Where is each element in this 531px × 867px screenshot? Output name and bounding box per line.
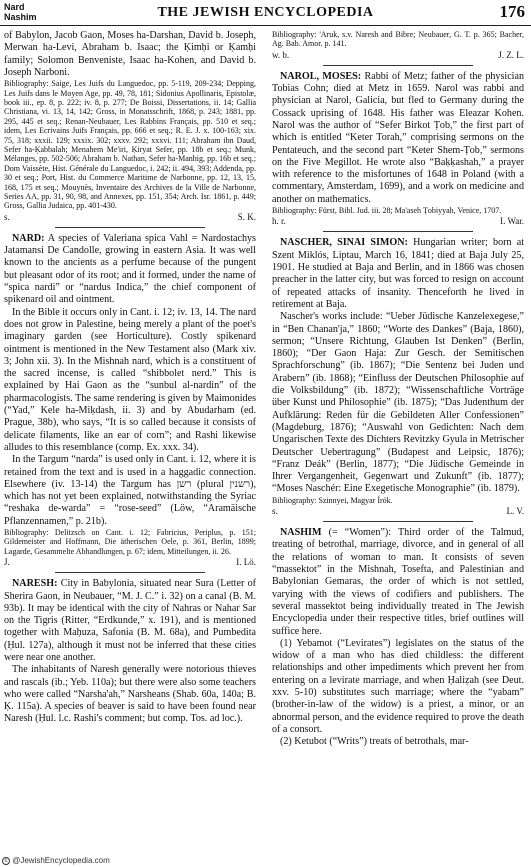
article-nard xyxy=(4,233,256,307)
article-divider xyxy=(323,521,473,522)
page-number: 176 xyxy=(499,2,525,21)
signature-class: h. r. xyxy=(272,216,286,227)
nascher-bio: Hungarian writer; born at Szent Miklós, Liptau, March 16, 1841; died at Baja July 25, 1901. He studied at Baja and Berlin, and in 1866 was chosen preacher in the latter city, but was forced to resign on account of repeated attacks of insanity. Thenceforth he lived in retirement at Baja. xyxy=(272,237,524,310)
narbonne-bibliography: Bibliography: Saige, Les Juifs du Languedoc, pp. 5-119, 209-234; Depping, Les Juifs dans le Moyen Age, pp. 49, 78, 181; Sidonius Apollinaris, Epistolæ, book iii., ep. 8, p. 222; iv. 8, p. 277; De Boissi, Dissertations, ii. 14; Gallia Christiana, vi. 13, 14, 142; Gross, in Monatsschrift, 1868, p. 243; 1881, pp. 295, 445 et seq.; Renan-Neubauer, Les Rabbins Français, pp. 510 et seq.; idem, Les Ecrivains Juifs Français, pp. 666 et seq.; R. E. J. x. 100-163; xix. 75, 318; xxxii. 129; xxxix. 302; xxxv. 292; xxxvi. 111; Abraham ibn Daud, Sefer ha-Ḳabbalah; Menahem Me'iri, Ḳiryat Sefer, pp. 18b et seq.; Munk, Mélanges, pp. 502-506; Abraham b. Nathan, Sefer ha-Manhig, pp. 16b et seq.; Dom Vaissète, Hist. Générale du Languedoc, i. 242; ii. 494, 393; Addenda, pp. 30 et seq.; Port, Hist. du Commerce Maritime de Narbonne, pp. 12, 13, 15, 168, 175 et seq.; Mouynès, Inventaire des Archives de la Ville de Narbonne, Series AA, pp. 31, 90, 98, and Annexes, pp. 151, 354; Arch. Isr. 1861, p. 449; Gross, Gallia Judaica, pp. 401-430. xyxy=(4,79,256,211)
narol-signature xyxy=(272,216,524,227)
nard-targum: In the Targum “narda” is used only in Cant. i. 12, where it is retained from the text and is used in a haggadic connection. Elsewhere (iv. 13-14) the Targum has רשן (plural רשנין), which has not yet been explained, notwithstanding the Syriac “reshaka de-warda” = “rose-seed” (Löw, “Aramäische Pflanzennamen,” p. 21b). xyxy=(4,454,256,527)
signature-author: S. K. xyxy=(237,211,256,222)
right-column xyxy=(272,30,524,852)
article-narol xyxy=(272,71,524,206)
article-divider xyxy=(323,231,473,232)
signature-class: w. b. xyxy=(272,49,290,60)
narbonne-signature xyxy=(4,212,256,223)
nard-signature xyxy=(4,557,256,568)
nascher-bibliography: Bibliography: Szinnyei, Magyar Írók. xyxy=(272,495,393,505)
page-title: THE JEWISH ENCYCLOPEDIA xyxy=(157,5,374,20)
article-divider xyxy=(323,65,473,66)
narol-text: Rabbi of Metz; father of the physician Tobias Cohn; died at Metz in 1659. Narol was rabbi and physician at Narol, Galicia, but fled to Germany during the Cossack uprising of 1648. His father was Eleazar Kohen. Narol was the author of “Sefer Birkot Ṭob,” the first part of which is entitled “Keter Torah,” comprising sermons on the Pentateuch, and the second part “Keter Shem-Ṭob,” sermons on the Five Megillot. He wrote also “Baḳḳashah,” a prayer with reference to the misfortunes of 1648 in Poland (with a commentary, Amsterdam, 1699), and a work on medicine and another on mathematics. xyxy=(272,70,524,205)
signature-class: s. xyxy=(4,211,10,222)
site-footer xyxy=(2,856,110,865)
naresh-intro: City in Babylonia, situated near Sura (Letter of Sherira Gaon, in Neubauer, “M. J. C.” i. 32) on a canal (B. M. 93b). It may be identical with the city of Nahras or Nahar Sar on the Tigris (Ritter, “Erdkunde,” x. 191), and is mentioned together with Maḥuza, Safonia (B. M. 68a), and Pumbedita (Ḥul. 127a), although it must not be inferred that these cities were near one another. xyxy=(4,578,256,663)
narol-bibliography: Bibliography: Fürst, Bibl. Jud. iii. 28; Ma'aseh Ṭobiyyah, Venice, 1707. xyxy=(272,206,502,216)
footer-link[interactable]: @JewishEncyclopedia.com xyxy=(12,856,110,865)
nashim-intro: (= “Women”): Third order of the Talmud, treating of betrothal, marriage, divorce, and in general of all the relations of woman to man. It consists of seven “massektot” in the Mishnah, Tosefta, and Palestinian and Babylonian Gemaras, the order of which is not settled, varying with the views of codifiers and publishers. The several massektot being individually treated in The Jewish Encyclopedia under their respective titles, brief outlines will suffice here. xyxy=(272,527,524,637)
copyright-icon: c xyxy=(2,857,10,865)
running-head-first: Nard xyxy=(4,2,25,12)
left-column xyxy=(4,30,256,852)
headword-naresh: NARESH: xyxy=(12,578,58,590)
article-nashim xyxy=(272,527,524,638)
nashim-ketubot: (2) Ketubot (“Writs”) treats of betrothals, mar- xyxy=(280,736,469,748)
nard-bibliography: Bibliography: Delitzsch on Cant. i. 12; Fabricius, Periplus, p. 151; Gildemeister and Hoffmann, Die ätherischen Oele, p. 361, Berlin, 1899; Lagarde, Gesammelte Abhandlungen, p. 67; idem, Mitteilungen, ii. 26. xyxy=(4,528,256,556)
headword-nard: NARD: xyxy=(12,232,45,244)
nascher-works: Nascher's works include: “Ueber Jüdische Kanzelexegese,” in “Ben Chanan'ja,” 1860; “Worte des Dankes” (Baja, 1860), sermon; “Unsere Richtung, Glauben Ist Denken” (Berlin, 1860); “Der Gaon Haja: Zur Gesch. der Semitischen Sprachforschung” (ib. 1867); “Die Sentenz bei Juden und Arabern” (ib. 1868); “Einfluss der Deutschen Philosophie auf die Volksbildung” (ib. 1872); “Wissenschaftliche Vorträge über Kunst und Philosophie” (ib. 1875); “Das Judenthum der Aufklärung: Reden für die Gebildeten Aller Confessionen” (Magdeburg, 1876); “Auswahl von Gedichten: Nach dem Ungarischen Texte des Dichters Revitzky Gyula in Metrischer Deutscher Uebertragung” (Budapest and Leipsic, 1876); “Franz Deák” (Berlin, 1877); “Die Jüdische Gemeinde in Ihrer Vergangenheit, Gegenwart und Zukunft” (ib. 1877); “Moses Naschér: Eine Exegetische Monographie” (ib. 1879). xyxy=(272,311,524,495)
page-header xyxy=(0,0,531,26)
running-head-last: Nashim xyxy=(4,12,37,22)
article-naresh xyxy=(4,578,256,664)
headword-nashim: NASHIM xyxy=(280,527,322,539)
nascher-signature xyxy=(272,506,524,517)
headword-nascher: NASCHER, SINAI SIMON: xyxy=(280,237,408,249)
naresh-bibliography: Bibliography: 'Aruk, s.v. Naresh and Bibre; Neubauer, G. T. p. 365; Bacher, Ag. Bab. Amor. p. 141. xyxy=(272,30,524,49)
nard-bible: In the Bible it occurs only in Cant. i. 12; iv. 13, 14. The nard does not grow in Palestine, being merely a plant of the poet's imaginary garden (see Horticulture). Costly spikenard ointment is mentioned in the New Testament also (Mark xiv. 3; John xii. 3). In the Mishnah nard, which is a constituent of the sacred incense, is called “shibbolet nerd.” This is explained by Hai Gaon as the “sunbul al-nardin” of the pharmacologists. The same rendering is given by Maimonides (“Yad,” Kele ha-Miḳdash, ii. 3) and by Abudarham (ed. Prague, 38b), who says, “It is so called because it consists of delicate filaments, like an ear of corn”; and Rashi likewise alludes to this resemblance (comp. Ex. xxx. 34). xyxy=(4,306,256,453)
naresh-signature xyxy=(272,50,524,61)
article-divider xyxy=(55,572,205,573)
article-divider xyxy=(55,227,205,228)
signature-author: I. War. xyxy=(500,216,524,227)
nashim-yebamot: (1) Yebamot (“Levirates”) legislates on the status of the widow of a man who has died childless: the different relationships and other impediments which prevent her from entering on a levirate marriage, and when Ḥaliẓah (see Deut. xxv. 5-10) substitutes such marriage; where the “yabam” (brother-in-law of the widow) is a priest, a minor, or an abnormal person, and the evidence required to prove the death of a consort. xyxy=(272,637,524,735)
signature-author: L. V. xyxy=(506,506,524,517)
signature-author: J. Z. L. xyxy=(498,49,524,60)
signature-class: J. xyxy=(4,557,10,568)
naresh-inhabitants: The inhabitants of Naresh generally were notorious thieves and rascals (ib.; Yeb. 110a); but there were also some teachers who were called “Narsha'ah,” Narsheans (Shab. 60a, 140a; B. Ḳ. 115a). A species of beaver is said to have been found near Naresh (Ḥul. l.c. Rashi's comment; but comp. Tos. ad loc.). xyxy=(4,664,256,725)
signature-author: I. Lö. xyxy=(236,557,256,568)
nard-intro: A species of Valeriana spica Vahl = Nardostachys Jatamansi De Candolle, growing in eastern Asia. It was well known to the ancients as a perfume because of the pungent but pleasant odor of its root; and it formed, under the name of “spica nardi” or “nardus Indica,” the chief component of spikenard oil and ointment. xyxy=(4,232,256,306)
signature-class: s. xyxy=(272,506,278,517)
article-nascher xyxy=(272,237,524,311)
narbonne-continuation: of Babylon, Jacob Gaon, Moses ha-Darshan, David b. Joseph, Merwan ha-Levi, Abraham b. Isaac; the Ḳimḥi or Ḳamḥi family; Solomon Benveniste, Isaac ha-Kohen, and David b. Joseph Narboni. xyxy=(4,30,256,78)
headword-narol: NAROL, MOSES: xyxy=(280,70,362,82)
